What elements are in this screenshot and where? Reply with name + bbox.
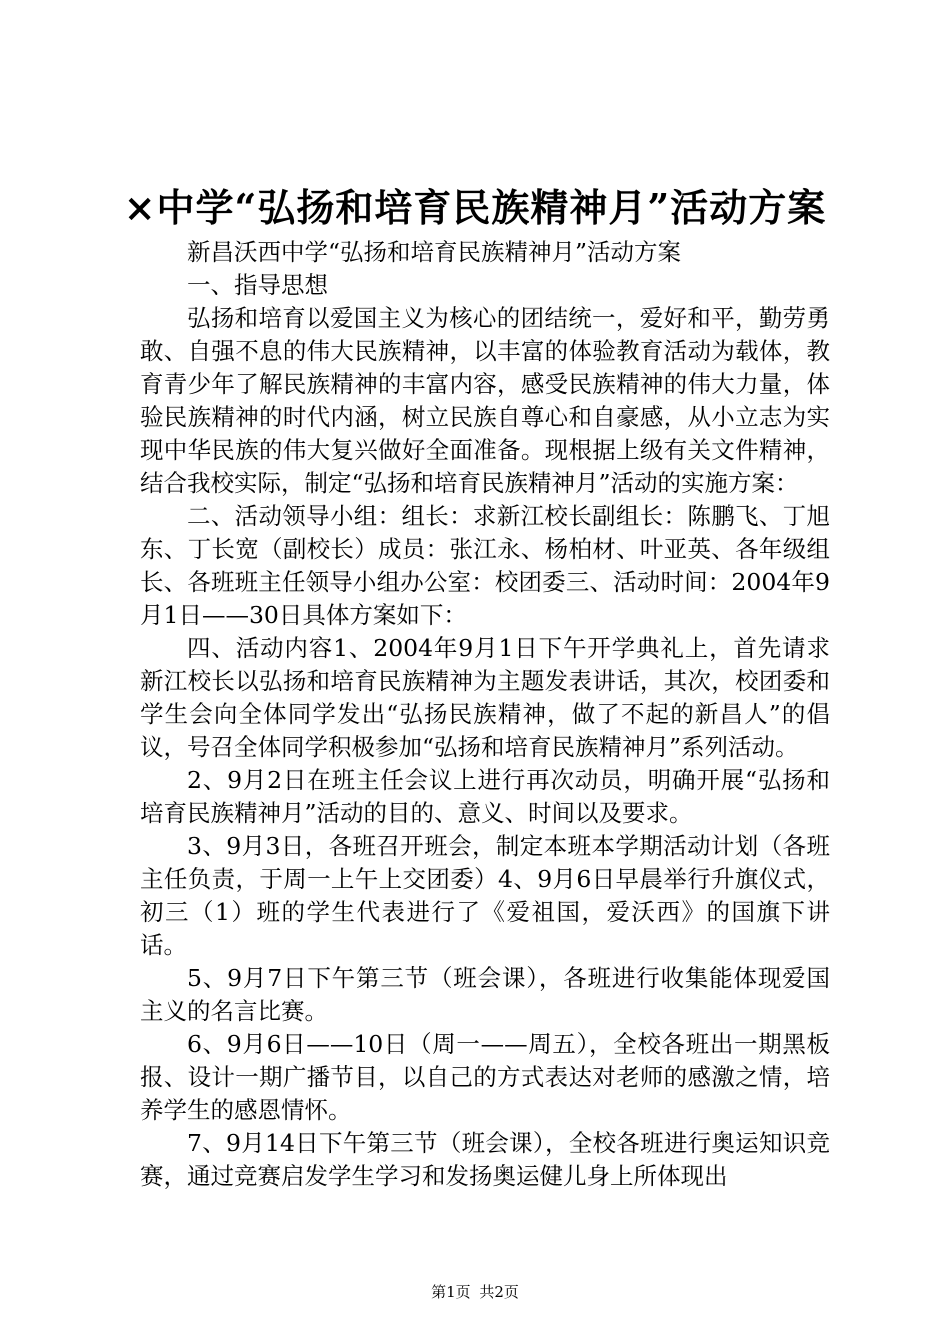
body-paragraph: 6、9月6日——10日（周一——周五），全校各班出一期黑板报、设计一期广播节目，以自己的方式表达对老师的感激之情，培养学生的感恩情怀。 [140, 1030, 830, 1124]
page-number: 第1页 [431, 1283, 471, 1301]
page-total: 共2页 [479, 1283, 519, 1301]
page-footer [0, 1282, 950, 1302]
body-paragraph: 3、9月3日，各班召开班会，制定本班本学期活动计划（各班主任负责，于周一上午上交团委）4、9月6日早晨举行升旗仪式，初三（1）班的学生代表进行了《爱祖国，爱沃西》的国旗下讲话。 [140, 832, 830, 959]
body-paragraph: 5、9月7日下午第三节（班会课），各班进行收集能体现爱国主义的名言比赛。 [140, 964, 830, 1025]
body-paragraph: 7、9月14日下午第三节（班会课），全校各班进行奥运知识竞赛，通过竞赛启发学生学习和发扬奥运健儿身上所体现出 [140, 1129, 830, 1190]
body-paragraph: 2、9月2日在班主任会议上进行再次动员，明确开展“弘扬和培育民族精神月”活动的目的、意义、时间以及要求。 [140, 766, 830, 827]
section-heading: 一、指导思想 [187, 271, 328, 299]
body-paragraph: 二、活动领导小组：组长：求新江校长副组长：陈鹏飞、丁旭东、丁长宽（副校长）成员：张江永、杨柏材、叶亚英、各年级组长、各班班主任领导小组办公室：校团委三、活动时间：2004年9月1日——30日具体方案如下： [140, 502, 830, 629]
subtitle-paragraph: 新昌沃西中学“弘扬和培育民族精神月”活动方案 [187, 238, 682, 266]
body-paragraph: 四、活动内容1、2004年9月1日下午开学典礼上，首先请求新江校长以弘扬和培育民族精神为主题发表讲话，其次，校团委和学生会向全体同学发出“弘扬民族精神，做了不起的新昌人”的倡议，号召全体同学积极参加“弘扬和培育民族精神月”系列活动。 [140, 634, 830, 761]
document-body [140, 236, 830, 1193]
body-paragraph: 弘扬和培育以爱国主义为核心的团结统一，爱好和平，勤劳勇敢、自强不息的伟大民族精神，以丰富的体验教育活动为载体，教育青少年了解民族精神的丰富内容，感受民族精神的伟大力量，体验民族精神的时代内涵，树立民族自尊心和自豪感，从小立志为实现中华民族的伟大复兴做好全面准备。现根据上级有关文件精神，结合我校实际，制定“弘扬和培育民族精神月”活动的实施方案： [140, 304, 830, 497]
document-title: ×中学“弘扬和培育民族精神月”活动方案 [123, 185, 827, 230]
